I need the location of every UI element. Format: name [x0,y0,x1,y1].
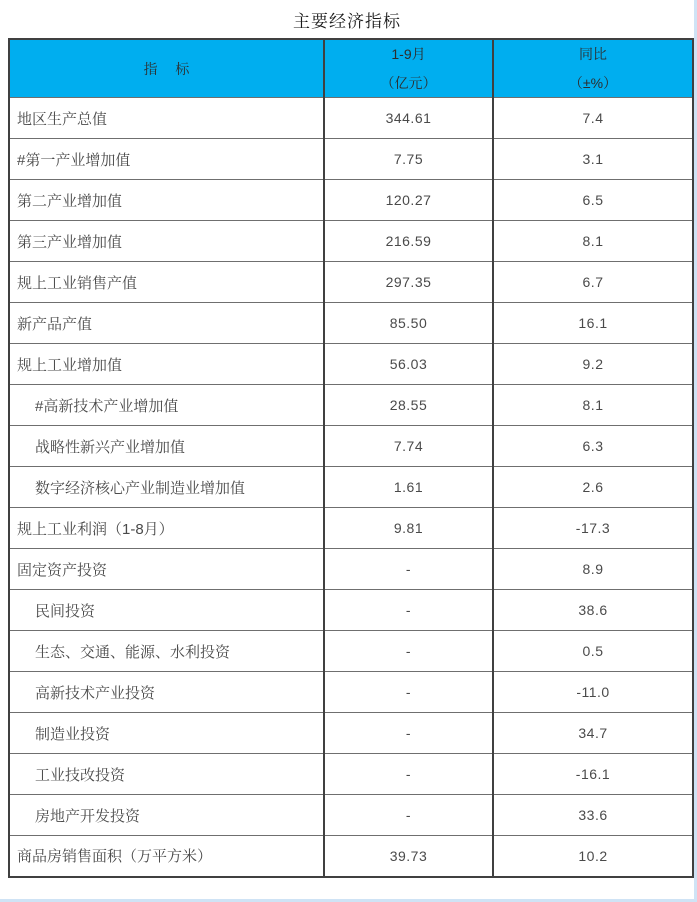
yoy-cell: -11.0 [493,672,693,713]
yoy-cell: 3.1 [493,139,693,180]
table-row [9,303,693,344]
table-row [9,672,693,713]
yoy-cell: 6.3 [493,426,693,467]
indicator-cell: 工业技改投资 [9,754,324,795]
header-yoy [493,39,693,98]
value-cell: 56.03 [324,344,493,385]
header-period-range: 1-9月 [391,46,426,63]
table-row [9,795,693,836]
value-cell: 9.81 [324,508,493,549]
indicator-cell: 规上工业增加值 [9,344,324,385]
table-row [9,508,693,549]
yoy-cell: 7.4 [493,98,693,139]
table-row [9,262,693,303]
yoy-cell: 8.9 [493,549,693,590]
table-row [9,139,693,180]
indicator-cell: 第三产业增加值 [9,221,324,262]
value-cell: - [324,754,493,795]
table-row [9,180,693,221]
indicator-cell: 战略性新兴产业增加值 [9,426,324,467]
yoy-cell: -16.1 [493,754,693,795]
value-cell: 1.61 [324,467,493,508]
value-cell: - [324,549,493,590]
table-row [9,713,693,754]
table-row [9,98,693,139]
value-cell: 39.73 [324,836,493,877]
yoy-cell: 8.1 [493,385,693,426]
table-row [9,426,693,467]
table-row [9,549,693,590]
indicator-cell: 规上工业销售产值 [9,262,324,303]
indicator-cell: #高新技术产业增加值 [9,385,324,426]
value-cell: 297.35 [324,262,493,303]
table-row [9,631,693,672]
table-row [9,836,693,877]
value-cell: 7.74 [324,426,493,467]
table-row [9,754,693,795]
yoy-cell: -17.3 [493,508,693,549]
indicator-cell: 民间投资 [9,590,324,631]
header-period-unit: （亿元） [380,74,437,91]
value-cell: - [324,713,493,754]
value-cell: - [324,590,493,631]
page-title: 主要经济指标 [293,11,401,31]
indicator-cell: 数字经济核心产业制造业增加值 [9,467,324,508]
value-cell: - [324,672,493,713]
yoy-cell: 38.6 [493,590,693,631]
value-cell: - [324,795,493,836]
header-indicator: 指 标 [9,39,324,98]
yoy-cell: 33.6 [493,795,693,836]
value-cell: 85.50 [324,303,493,344]
header-yoy-unit: （±%） [568,74,618,91]
indicator-cell: 制造业投资 [9,713,324,754]
indicator-cell: 高新技术产业投资 [9,672,324,713]
header-yoy-label: 同比 [579,46,607,63]
yoy-cell: 10.2 [493,836,693,877]
value-cell: 216.59 [324,221,493,262]
table-header-row [9,39,693,98]
indicator-cell: 固定资产投资 [9,549,324,590]
table-row [9,221,693,262]
indicator-cell: 生态、交通、能源、水利投资 [9,631,324,672]
indicator-cell: 第二产业增加值 [9,180,324,221]
yoy-cell: 9.2 [493,344,693,385]
economic-indicators-table [8,38,694,878]
indicator-cell: 房地产开发投资 [9,795,324,836]
table-row [9,344,693,385]
yoy-cell: 34.7 [493,713,693,754]
table-row [9,590,693,631]
indicator-cell: 商品房销售面积（万平方米） [9,836,324,877]
value-cell: 7.75 [324,139,493,180]
value-cell: - [324,631,493,672]
yoy-cell: 8.1 [493,221,693,262]
yoy-cell: 6.7 [493,262,693,303]
value-cell: 120.27 [324,180,493,221]
table-row [9,385,693,426]
yoy-cell: 16.1 [493,303,693,344]
header-period [324,39,493,98]
value-cell: 344.61 [324,98,493,139]
yoy-cell: 2.6 [493,467,693,508]
indicator-cell: #第一产业增加值 [9,139,324,180]
table-row [9,467,693,508]
value-cell: 28.55 [324,385,493,426]
indicator-cell: 新产品产值 [9,303,324,344]
yoy-cell: 6.5 [493,180,693,221]
indicator-cell: 地区生产总值 [9,98,324,139]
yoy-cell: 0.5 [493,631,693,672]
indicator-cell: 规上工业利润（1-8月） [9,508,324,549]
